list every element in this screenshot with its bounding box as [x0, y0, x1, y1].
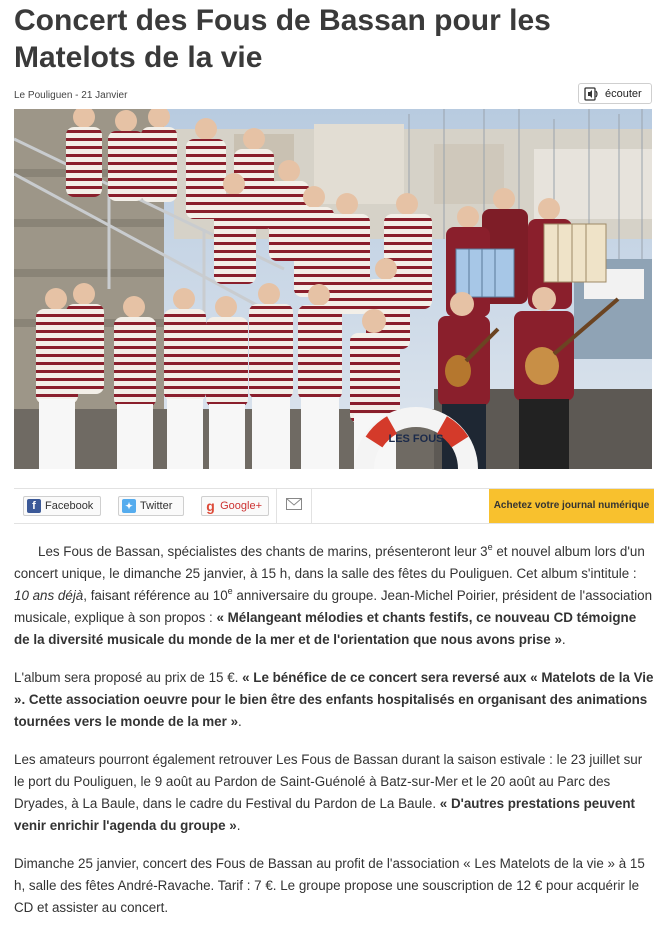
article-photo [14, 109, 652, 469]
googleplus-share-button[interactable] [201, 496, 269, 516]
facebook-icon: f [27, 499, 41, 513]
paragraph-3 [14, 749, 655, 837]
buy-journal-button[interactable]: Achetez votre journal numérique [489, 489, 654, 523]
twitter-share-button[interactable] [118, 496, 184, 516]
googleplus-icon: g [206, 498, 215, 514]
lifebuoy-text: LES FOUS [388, 433, 444, 445]
paragraph-1 [14, 541, 655, 651]
listen-button[interactable] [578, 83, 652, 104]
p1-text-a: Les Fous de Bassan, spécialistes des chants de marins, présenteront leur 3 [38, 544, 488, 559]
p3-text-a: Les amateurs pourront également retrouver Les Fous de Bassan durant la saison estivale : le 23 juillet sur le port du Pouliguen, le 9 août au Pardon de Saint-Guénolé à Batz-sur-Mer et le 20 août au Parc des Dryades, à La Baule, dans le cadre du Festival du Pardon de La Baule. [14, 752, 643, 811]
p3-quote: « D'autres prestations peuvent venir enrichir l'agenda du groupe » [14, 796, 635, 833]
share-bar [14, 488, 654, 524]
twitter-icon: ✦ [122, 499, 136, 513]
p1-sup-2: e [227, 585, 233, 596]
speaker-icon [584, 87, 600, 101]
p2-quote: « Le bénéfice de ce concert sera reversé aux « Matelots de la Vie ». Cette association oeuvre pour le bien être des enfants hospitalisés en organisant des animations tournées vers le monde de la mer » [14, 670, 654, 729]
p1-sup-1: e [487, 541, 493, 552]
paragraph-2 [14, 667, 655, 733]
p1-end: . [561, 632, 566, 647]
p1-quote: « Mélangeant mélodies et chants festifs, ce nouveau CD témoigne de la diversité musicale du monde de la mer et de l'orientation que nous avons prise » [14, 610, 637, 647]
twitter-label: Twitter [140, 500, 173, 512]
article-title: Concert des Fous de Bassan pour les Matelots de la vie [14, 4, 551, 74]
p2-text-a: L'album sera proposé au prix de 15 €. [14, 670, 243, 685]
googleplus-label: Google+ [220, 500, 262, 512]
p1-text-d: anniversaire du groupe. Jean-Michel Poirier, président de l'association musicale, explique à son propos : [14, 588, 653, 625]
p1-text-b: et nouvel album lors d'un concert unique, le dimanche 25 janvier, à 15 h, dans la salle des fêtes du Pouliguen. Cet album s'intitule : [14, 544, 645, 581]
facebook-share-button[interactable] [23, 496, 101, 516]
article-body [14, 541, 655, 935]
listen-label: écouter [605, 87, 642, 100]
mail-share-button[interactable] [276, 489, 312, 523]
p3-end: . [236, 818, 241, 833]
paragraph-4: Dimanche 25 janvier, concert des Fous de Bassan au profit de l'association « Les Matelots de la vie » à 15 h, salle des fêtes André-Ravache. Tarif : 7 €. Le groupe propose une souscription de 12 € pour acquérir le CD et assister au concert. [14, 856, 645, 915]
facebook-label: Facebook [45, 500, 94, 512]
dateline: Le Pouliguen - 21 Janvier [14, 90, 128, 101]
album-title: 10 ans déjà [14, 588, 84, 603]
p1-text-c: , faisant référence au 10 [83, 588, 228, 603]
mail-icon [286, 497, 302, 515]
p2-end: . [238, 714, 242, 729]
